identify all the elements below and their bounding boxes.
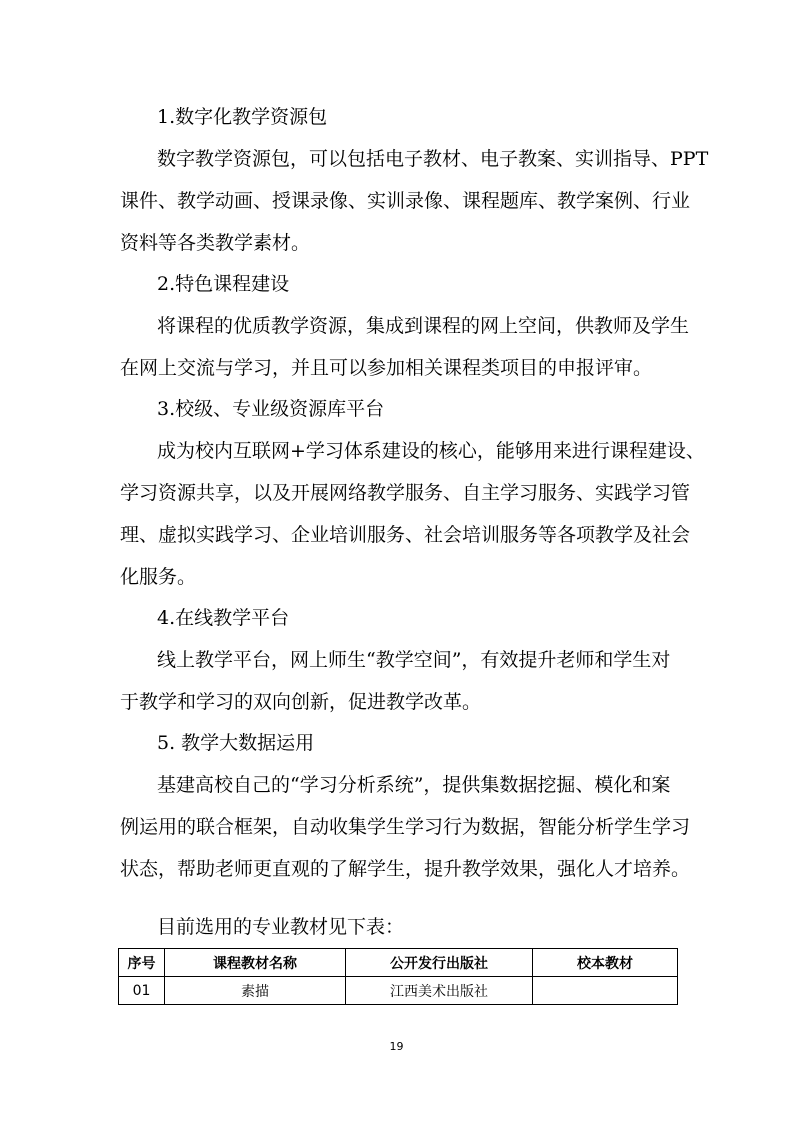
section-4-line-1: 线上教学平台，网上师生“教学空间”，有效提升老师和学生对 [157,649,671,671]
section-5-heading: 5. 教学大数据运用 [157,732,315,754]
section-5-line-3: 状态，帮助老师更直观的了解学生，提升教学效果，强化人才培养。 [120,858,691,880]
textbook-table [118,948,678,1005]
section-1-line-2: 课件、教学动画、授课录像、实训录像、课程题库、教学案例、行业 [120,190,691,212]
table-row [119,977,678,1005]
table-caption: 目前选用的专业教材见下表： [157,916,405,938]
section-1-line-1: 数字教学资源包，可以包括电子教材、电子教案、实训指导、PPT [157,148,709,170]
section-3-heading: 3.校级、专业级资源库平台 [157,398,385,420]
header-school-textbook: 校本教材 [533,949,678,977]
table-header-row [119,949,678,977]
section-4-line-2: 于教学和学习的双向创新，促进教学改革。 [120,691,482,713]
page-number: 19 [389,1040,404,1053]
section-2-heading: 2.特色课程建设 [157,273,290,295]
section-2-line-2: 在网上交流与学习，并且可以参加相关课程类项目的申报评审。 [120,357,653,379]
section-5-line-2: 例运用的联合框架，自动收集学生学习行为数据，智能分析学生学习 [120,816,691,838]
cell-course-textbook: 素描 [165,977,346,1005]
section-3-line-3: 理、虚拟实践学习、企业培训服务、社会培训服务等各项教学及社会 [120,524,691,546]
section-1-heading: 1.数字化教学资源包 [157,106,328,128]
header-index: 序号 [119,949,165,977]
section-4-heading: 4.在线教学平台 [157,607,290,629]
section-1-line-3: 资料等各类教学素材。 [120,232,311,254]
cell-publisher: 江西美术出版社 [346,977,533,1005]
header-publisher: 公开发行出版社 [346,949,533,977]
header-course-textbook: 课程教材名称 [165,949,346,977]
section-3-line-2: 学习资源共享，以及开展网络教学服务、自主学习服务、实践学习管 [120,482,691,504]
section-3-line-1: 成为校内互联网+学习体系建设的核心，能够用来进行课程建设、 [157,440,705,462]
section-5-line-1: 基建高校自己的“学习分析系统”，提供集数据挖掘、模化和案 [157,774,671,796]
section-3-line-4: 化服务。 [120,566,197,588]
cell-school-textbook [533,977,678,1005]
cell-index: 01 [119,977,165,1005]
section-2-line-1: 将课程的优质教学资源，集成到课程的网上空间，供教师及学生 [157,315,690,337]
